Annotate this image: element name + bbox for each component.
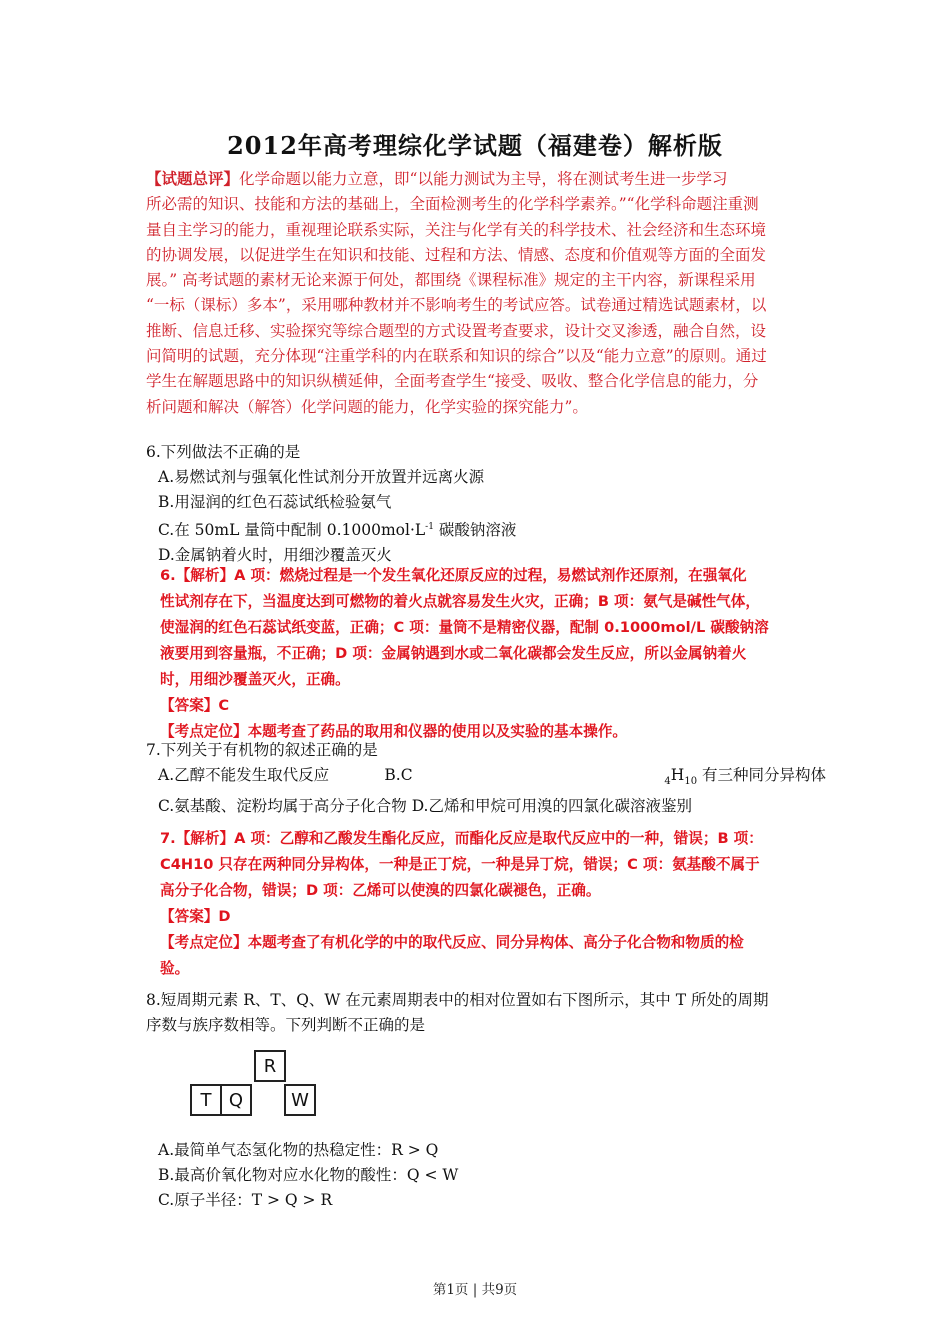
cell-r: R [254,1050,286,1082]
q6-analysis [160,563,840,745]
option-a: A.乙醇不能发生取代反应 [158,766,330,784]
summary-line: 学生在解题思路中的知识纵横延伸，全面考查学生“接受、吸收、整合化学信息的能力，分 [146,372,759,391]
cell-w: W [284,1084,316,1116]
key-point-line: 【考点定位】本题考查了药品的取用和仪器的使用以及实验的基本操作。 [160,723,628,740]
cell-q: Q [222,1084,252,1116]
cell-t: T [190,1084,222,1116]
option-d: D.金属钠着火时，用细沙覆盖灭火 [158,546,392,565]
summary-line: 化学命题以能力立意，即“以能力测试为主导，将在测试考生进一步学习 [239,170,728,188]
summary-line: 展。” 高考试题的素材无论来源于何处，都围绕《课程标准》规定的主干内容，新课程采用 [146,271,756,290]
question-8-options [146,1138,826,1213]
analysis-line: C4H10 只存在两种同分异构体，一种是正丁烷，一种是异丁烷，错误；C 项：氨基酸不属于 [160,856,760,873]
question-8 [146,988,826,1038]
page-footer: 第1页 | 共9页 [432,1282,518,1298]
analysis-line: 性试剂存在下，当温度达到可燃物的着火点就容易发生火灾，正确；B 项：氨气是碱性气体， [160,593,760,610]
key-point-line: 验。 [160,960,190,977]
analysis-line: 高分子化合物，错误；D 项：乙烯可以使溴的四氯化碳褪色，正确。 [160,882,601,899]
question-stem: 6.下列做法不正确的是 [146,443,301,461]
question-stem: 8.短周期元素 R、T、Q、W 在元素周期表中的相对位置如右下图所示，其中 T 所处的周期 [146,991,769,1009]
option-b-tail: 有三种同分异构体 [697,766,826,784]
summary-line: 问简明的试题，充分体现“注重学科的内在联系和知识的综合”以及“能力立意”的原则。通过 [146,347,767,366]
option-c: C.原子半径：T > Q > R [158,1191,333,1209]
option-b-subscript: 10 [684,776,698,788]
answer-line: 【答案】D [160,908,231,925]
summary-section [146,166,818,420]
summary-label: 【试题总评】 [146,169,240,188]
option-c [146,515,826,543]
option-b-subscript: 4 [664,776,671,788]
option-c-tail: 碳酸钠溶液 [433,521,517,540]
option-d: D.乙烯和甲烷可用溴的四氯化碳溶液鉴别 [411,797,692,816]
summary-line: 推断、信息迁移、实验探究等综合题型的方式设置考查要求，设计交叉渗透，融合自然，设 [146,321,767,340]
document-title: 2012年高考理综化学试题（福建卷）解析版 [227,131,723,160]
summary-line: “一标（课标）多本”，采用哪种教材并不影响考生的考试应答。试卷通过精选试题素材，以 [146,296,767,315]
answer-line: 【答案】C [160,697,230,714]
analysis-line: 液要用到容量瓶，不正确；D 项：金属钠遇到水或二氧化碳都会发生反应，所以金属钠着火 [160,645,747,662]
periodic-table-fragment [190,1050,350,1130]
option-b-prefix: B.C [384,766,413,784]
analysis-line: 6.【解析】A 项：燃烧过程是一个发生氧化还原反应的过程，易燃试剂作还原剂，在强氧化 [160,567,747,584]
summary-line: 所必需的知识、技能和方法的基础上，全面检测考生的化学科学素养。”“化学科命题注重测 [146,195,759,214]
option-row-ab [146,763,826,794]
question-7 [146,738,826,819]
summary-line: 析问题和解决（解答）化学问题的能力，化学实验的探究能力”。 [146,397,588,416]
option-c-superscript: -1 [425,522,434,532]
analysis-line: 时，用细沙覆盖灭火，正确。 [160,671,350,688]
option-c: C.氨基酸、淀粉均属于高分子化合物 [158,797,407,816]
question-stem: 序数与族序数相等。下列判断不正确的是 [146,1016,426,1034]
q7-analysis [160,826,840,982]
option-b: B.用湿润的红色石蕊试纸检验氨气 [158,493,392,511]
key-point-line: 【考点定位】本题考查了有机化学的中的取代反应、同分异构体、高分子化合物和物质的检 [160,934,744,951]
option-a: A.最简单气态氢化物的热稳定性：R > Q [158,1141,439,1159]
option-c-text: C.在 50mL 量筒中配制 0.1000mol·L [158,521,426,540]
option-b-mid: H [670,766,685,784]
option-a: A.易燃试剂与强氧化性试剂分开放置并远离火源 [158,468,485,486]
summary-line: 的协调发展，以促进学生在知识和技能、过程和方法、情感、态度和价值观等方面的全面发 [146,245,767,264]
question-6 [146,440,826,568]
question-stem: 7.下列关于有机物的叙述正确的是 [146,741,378,759]
analysis-line: 使湿润的红色石蕊试纸变蓝，正确；C 项：量筒不是精密仪器，配制 0.1000mol/L 碳酸钠溶 [160,619,769,636]
option-b: B.最高价氧化物对应水化物的酸性：Q < W [158,1166,459,1184]
option-b [384,763,826,794]
option-row-cd [146,794,826,819]
summary-line: 量自主学习的能力，重视理论联系实际，关注与化学有关的科学技术、社会经济和生态环境 [146,220,767,239]
analysis-line: 7.【解析】A 项：乙醇和乙酸发生酯化反应，而酯化反应是取代反应中的一种，错误；B 项： [160,830,763,847]
